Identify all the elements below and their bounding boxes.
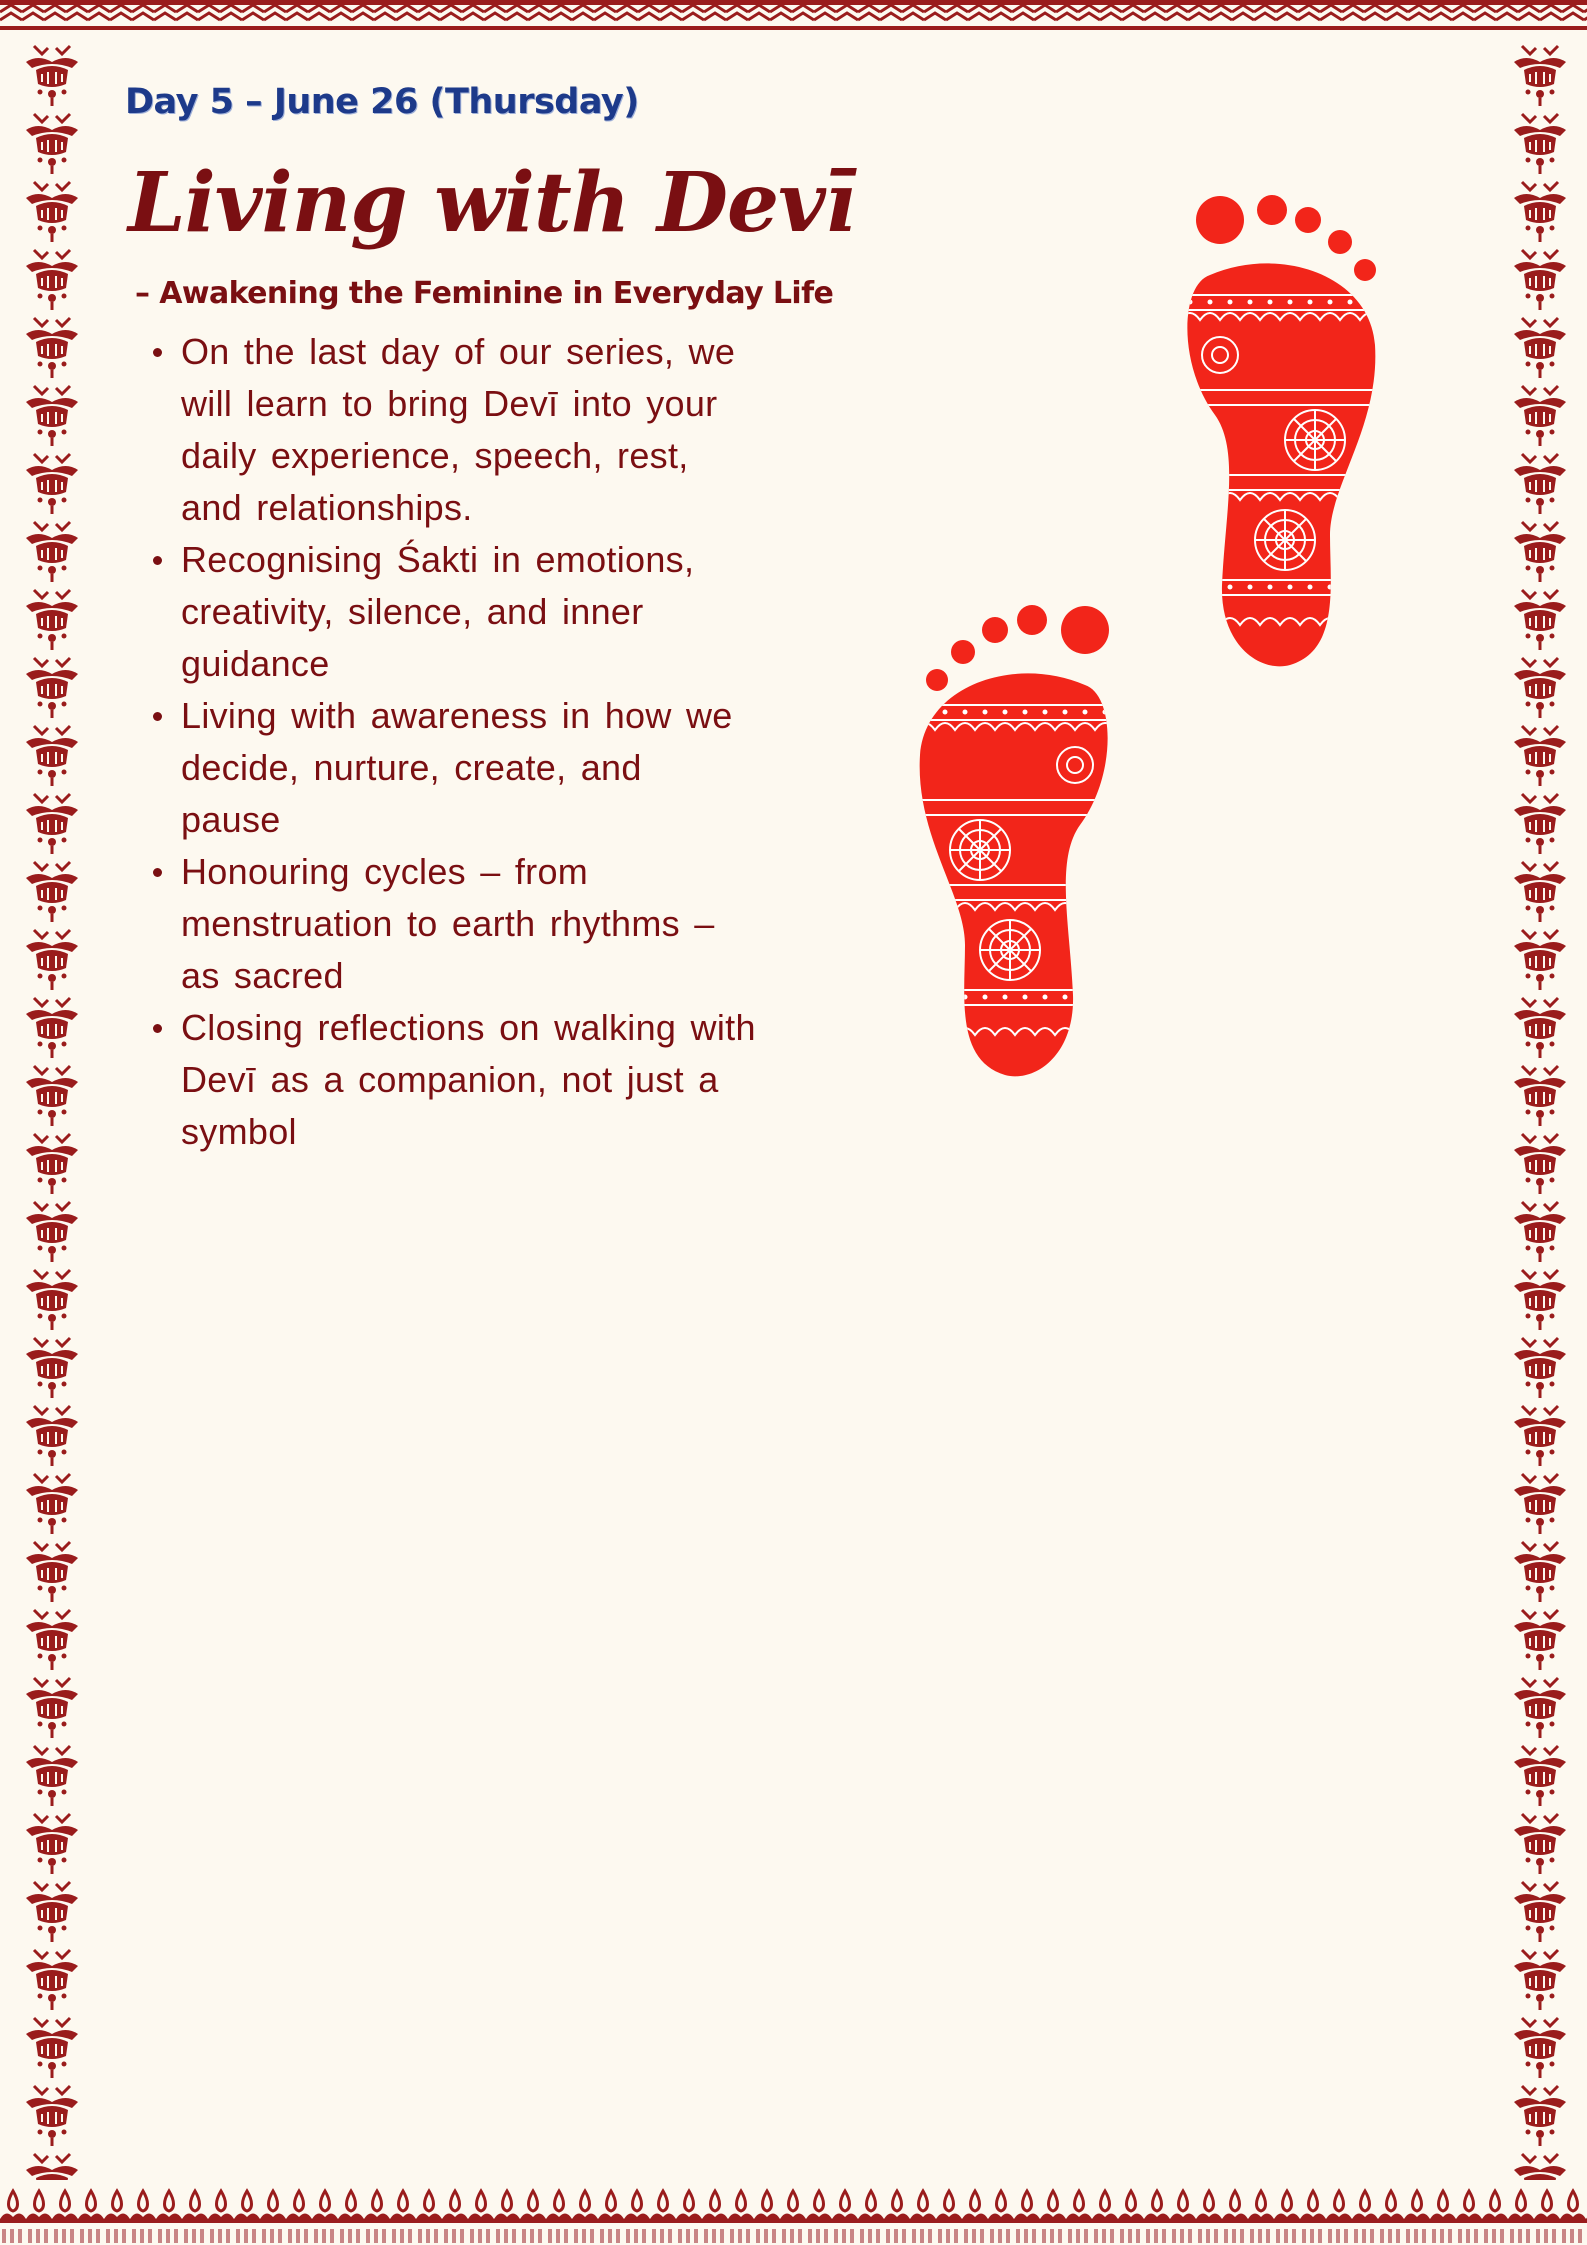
list-item-line: menstruation to earth rhythms – [181, 903, 715, 944]
list-item-line: Devī as a companion, not just a [181, 1059, 719, 1100]
list-item-line: guidance [181, 643, 330, 684]
page-title: Living with Devī [128, 155, 855, 251]
right-foot-print [1180, 185, 1380, 675]
list-item [181, 534, 841, 690]
list-item-line: Living with awareness in how we [181, 695, 733, 736]
list-item-line: and relationships. [181, 487, 473, 528]
list-item [181, 690, 841, 846]
list-item [181, 1002, 841, 1158]
list-item-line: On the last day of our series, we [181, 331, 736, 372]
left-lotus-border [12, 40, 92, 2180]
list-item-line: Recognising Śakti in emotions, [181, 539, 695, 580]
top-zigzag-border [0, 0, 1587, 30]
day-date-heading: Day 5 – June 26 (Thursday) [125, 82, 639, 122]
list-item-line: creativity, silence, and inner [181, 591, 644, 632]
list-item-line: symbol [181, 1111, 297, 1152]
list-item-line: Closing reflections on walking with [181, 1007, 756, 1048]
list-item-line: decide, nurture, create, and [181, 747, 642, 788]
list-item [181, 326, 841, 534]
left-foot-print [915, 595, 1115, 1085]
list-item-line: as sacred [181, 955, 344, 996]
topic-list [148, 326, 841, 1158]
list-item-line: Honouring cycles – from [181, 851, 589, 892]
list-item-line: pause [181, 799, 281, 840]
right-lotus-border [1500, 40, 1580, 2180]
list-item [181, 846, 841, 1002]
bottom-drop-border [0, 2185, 1587, 2245]
list-item-line: will learn to bring Devī into your [181, 383, 718, 424]
list-item-line: daily experience, speech, rest, [181, 435, 689, 476]
page-subtitle: – Awakening the Feminine in Everyday Life [135, 276, 834, 311]
